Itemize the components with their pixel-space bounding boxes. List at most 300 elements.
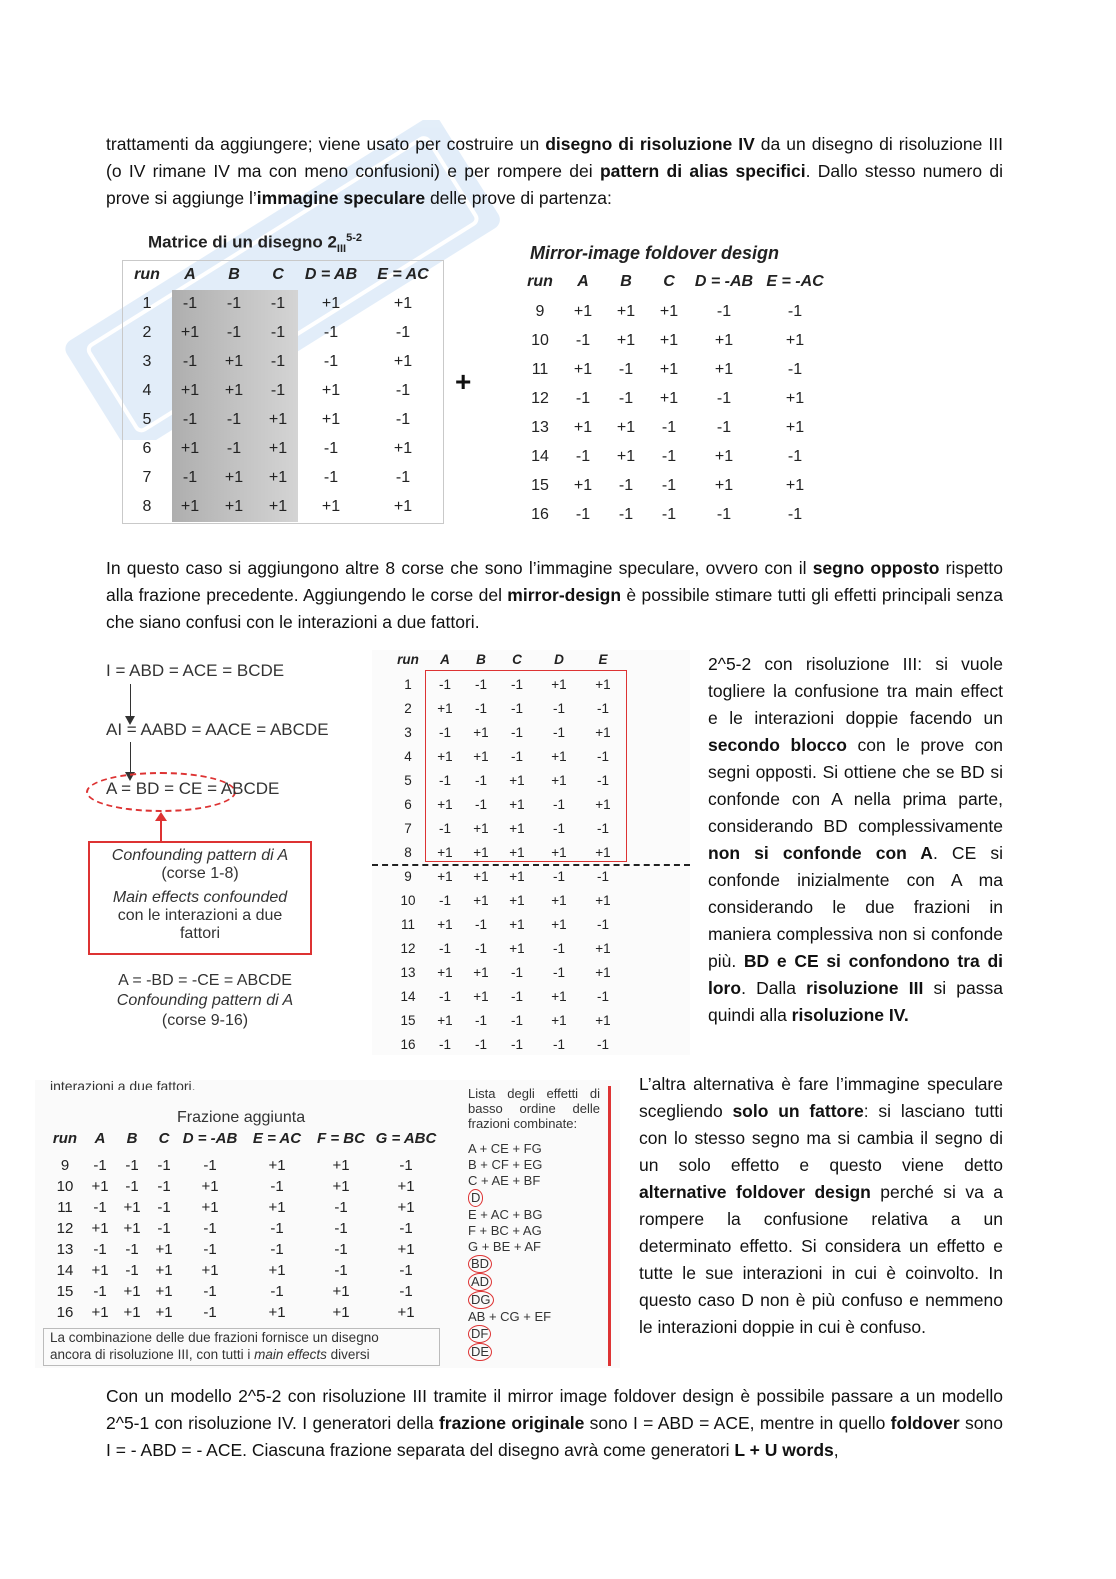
effect-item: G + BE + AF	[468, 1239, 541, 1254]
table-cell: -1	[510, 965, 523, 980]
table-cell: -1	[596, 869, 609, 884]
table-cell: -1	[438, 725, 451, 740]
table-cell: -1	[552, 701, 565, 716]
table-header-cell: D	[554, 652, 564, 667]
table-cell: -1	[270, 1178, 284, 1195]
table-cell: -1	[787, 448, 803, 465]
table-cell: 9	[60, 1157, 70, 1174]
table-cell: +1	[551, 893, 567, 908]
table-header-cell: C	[512, 652, 522, 667]
intro-paragraph: trattamenti da aggiungere; viene usato per costruire un disegno di risoluzione IV da un disegno di risoluzione III (o IV rimane IV ma con meno confusioni) e per rompere dei pattern di alias specifici. Dallo stesso numero di prove si aggiunge l’immagine speculare delle prove di partenza:	[106, 134, 1003, 208]
table-cell: -1	[270, 353, 286, 370]
table-cell: +1	[437, 797, 453, 812]
table-cell: +1	[785, 477, 805, 494]
table-cell: 13	[531, 419, 549, 436]
table-cell: +1	[321, 411, 341, 428]
table-cell: +1	[180, 498, 200, 515]
arrow-1	[130, 684, 131, 720]
table-cell: +1	[155, 1241, 173, 1258]
table-cell: -1	[157, 1199, 171, 1216]
table-cell: 14	[56, 1262, 74, 1279]
table-cell: +1	[437, 1013, 453, 1028]
confounding-box	[88, 841, 312, 955]
table-cell: -1	[395, 382, 411, 399]
table-cell: -1	[661, 448, 677, 465]
table-cell: 3	[404, 725, 412, 740]
table-cell: 10	[531, 332, 549, 349]
table-cell: -1	[596, 773, 609, 788]
table-cell: -1	[438, 1037, 451, 1052]
box-line4: con le interazioni a due	[117, 907, 283, 924]
table-cell: -1	[203, 1283, 217, 1300]
table-header-cell: C	[272, 266, 284, 283]
table-cell: +1	[595, 941, 611, 956]
table-cell: 14	[531, 448, 549, 465]
table-cell: +1	[616, 303, 636, 320]
effect-item: E + AC + BG	[468, 1207, 543, 1222]
table-cell: +1	[321, 382, 341, 399]
table-cell: +1	[659, 332, 679, 349]
table-cell: -1	[395, 469, 411, 486]
table-cell: +1	[268, 440, 288, 457]
table-cell: -1	[661, 506, 677, 523]
effect-item: C + AE + BF	[468, 1173, 541, 1188]
table-cell: -1	[226, 324, 242, 341]
table-cell: -1	[270, 1220, 284, 1237]
table-cell: +1	[551, 917, 567, 932]
table-cell: -1	[438, 677, 451, 692]
table-cell: -1	[203, 1157, 217, 1174]
table-cell: -1	[270, 382, 286, 399]
table-cell: +1	[573, 419, 593, 436]
table-cell: -1	[474, 941, 487, 956]
table-cell: +1	[509, 821, 525, 836]
table-cell: 8	[404, 845, 412, 860]
table-cell: +1	[473, 989, 489, 1004]
effect-item: A + CE + FG	[468, 1141, 542, 1156]
table-cell: 5	[142, 411, 152, 428]
table-header-cell: run	[527, 273, 553, 290]
table-cell: -1	[323, 469, 339, 486]
table-cell: +1	[509, 869, 525, 884]
effect-item: DF	[468, 1325, 608, 1343]
table-cell: +1	[595, 845, 611, 860]
table-header-cell: run	[134, 266, 160, 283]
table-cell: -1	[203, 1241, 217, 1258]
table-cell: +1	[201, 1199, 219, 1216]
table-cell: 12	[56, 1220, 74, 1237]
table-cell: -1	[270, 1241, 284, 1258]
table-cell: -1	[661, 477, 677, 494]
table-header-cell: B	[228, 266, 240, 283]
table-cell: -1	[157, 1220, 171, 1237]
table-cell: +1	[551, 749, 567, 764]
table-cell: +1	[437, 701, 453, 716]
alternative-foldover-paragraph: L’altra alternativa è fare l’immagine speculare scegliendo solo un fattore: si lasciano tutti con lo stesso segno ma si cambia il segno di un solo effetto e questo viene detto alternative foldover design perché si va a rompere la confusione relativa a un determinato effetto. Si considera un effetto e tutte le sue interazioni in cui è coinvolto. In questo caso D non è più confuso e nemmeno le interazioni doppie in cui è confuso.	[639, 1074, 1004, 1337]
table-header-cell: F = BC	[317, 1130, 365, 1147]
table-cell: +1	[473, 845, 489, 860]
table-cell: +1	[180, 440, 200, 457]
table-cell: 16	[531, 506, 549, 523]
table-cell: +1	[91, 1262, 109, 1279]
diagram-below	[100, 971, 310, 1031]
table-cell: +1	[397, 1241, 415, 1258]
box-line3: Main effects confounded	[112, 889, 288, 906]
table-cell: +1	[616, 332, 636, 349]
table-cell: -1	[787, 506, 803, 523]
table-cell: +1	[659, 361, 679, 378]
table-cell: +1	[268, 1199, 286, 1216]
table-cell: +1	[393, 295, 413, 312]
table3-dashed-separator	[372, 864, 690, 866]
table-cell: -1	[575, 448, 591, 465]
table-cell: +1	[595, 893, 611, 908]
table-header-cell: B	[620, 273, 632, 290]
table-cell: -1	[323, 324, 339, 341]
table-cell: +1	[595, 725, 611, 740]
note-line2: ancora di risoluzione III, con tutti i main effects diversi	[50, 1347, 370, 1362]
table-cell: +1	[551, 845, 567, 860]
below-line1: A = -BD = -CE = ABCDE	[118, 972, 292, 989]
table-header-cell: run	[52, 1130, 78, 1147]
table-cell: -1	[203, 1220, 217, 1237]
table-cell: +1	[573, 361, 593, 378]
table-cell: +1	[551, 1013, 567, 1028]
table-cell: -1	[334, 1241, 348, 1258]
table-cell: +1	[397, 1304, 415, 1321]
table-cell: 6	[142, 440, 152, 457]
table-cell: -1	[334, 1199, 348, 1216]
table-header-cell: E	[598, 652, 608, 667]
table-cell: -1	[438, 821, 451, 836]
table-header-cell: D = AB	[304, 266, 358, 283]
table-cell: +1	[473, 965, 489, 980]
table-cell: -1	[270, 1283, 284, 1300]
table-cell: +1	[551, 989, 567, 1004]
table-cell: +1	[155, 1304, 173, 1321]
table-cell: 15	[400, 1013, 416, 1028]
table-cell: 9	[535, 303, 545, 320]
table-cell: +1	[155, 1262, 173, 1279]
table-cell: +1	[91, 1304, 109, 1321]
table-cell: -1	[575, 332, 591, 349]
table-cell: -1	[438, 989, 451, 1004]
table-cell: 9	[404, 869, 412, 884]
table-cell: +1	[268, 1262, 286, 1279]
table-cell: -1	[93, 1241, 107, 1258]
table-cell: -1	[395, 324, 411, 341]
table-cell: +1	[397, 1199, 415, 1216]
box-line1: Confounding pattern di A	[111, 847, 289, 864]
table-cell: -1	[552, 1037, 565, 1052]
table-cell: +1	[224, 353, 244, 370]
table-cell: +1	[595, 797, 611, 812]
table-cell: -1	[716, 506, 732, 523]
table-cell: +1	[509, 917, 525, 932]
table-cell: -1	[474, 677, 487, 692]
table-cell: +1	[573, 303, 593, 320]
table-cell: 2	[142, 324, 152, 341]
effect-item: AD	[468, 1273, 608, 1291]
table-cell: 12	[400, 941, 416, 956]
table-cell: +1	[473, 893, 489, 908]
table-cell: +1	[616, 448, 636, 465]
table-cell: -1	[474, 701, 487, 716]
table-cell: +1	[714, 448, 734, 465]
table4-note	[43, 1328, 440, 1366]
table-cell: -1	[399, 1262, 413, 1279]
effects-items	[468, 1141, 608, 1361]
table-cell: -1	[323, 440, 339, 457]
table-cell: +1	[595, 677, 611, 692]
table-header-cell: A	[184, 266, 196, 283]
table-cell: +1	[509, 941, 525, 956]
table-cell: -1	[474, 773, 487, 788]
table-cell: -1	[596, 749, 609, 764]
table-cell: 2	[404, 701, 412, 716]
table-cell: -1	[716, 419, 732, 436]
table-header-cell: E = -AC	[766, 273, 824, 290]
table-header-cell: run	[397, 652, 419, 667]
table-cell: +1	[268, 498, 288, 515]
table-cell: +1	[785, 332, 805, 349]
table-cell: +1	[268, 1304, 286, 1321]
table-cell: -1	[125, 1241, 139, 1258]
table-cell: -1	[438, 941, 451, 956]
table-cell: +1	[201, 1262, 219, 1279]
table-cell: +1	[551, 773, 567, 788]
table-cell: +1	[91, 1220, 109, 1237]
table-cell: -1	[716, 390, 732, 407]
table-cell: +1	[473, 749, 489, 764]
effect-item: BD	[468, 1255, 608, 1273]
table-header-cell: D = -AB	[182, 1130, 238, 1147]
table-cell: -1	[226, 295, 242, 312]
mirror-explanation-paragraph: In questo caso si aggiungono altre 8 corse che sono l’immagine speculare, ovvero con il segno opposto rispetto alla frazione precedente. Aggiungendo le corse del mirror-design è possibile stimare tutti gli effetti principali senza che siano confusi con le interazioni a due fattori.	[106, 558, 1004, 632]
table-cell: +1	[321, 295, 341, 312]
table-cell: +1	[473, 869, 489, 884]
table-cell: -1	[510, 677, 523, 692]
table-cell: -1	[618, 390, 634, 407]
table-cell: +1	[509, 893, 525, 908]
table-cell: -1	[575, 390, 591, 407]
effect-item: DE	[468, 1343, 608, 1361]
effect-item: D	[468, 1189, 608, 1207]
table-cell: -1	[552, 965, 565, 980]
table-cell: 3	[142, 353, 152, 370]
table-cell: +1	[659, 390, 679, 407]
table-cell: -1	[474, 1013, 487, 1028]
effect-item: F + BC + AG	[468, 1223, 542, 1238]
table-cell: +1	[509, 797, 525, 812]
table-cell: 10	[400, 893, 416, 908]
table-cell: +1	[785, 390, 805, 407]
table-cell: -1	[552, 725, 565, 740]
table-cell: +1	[659, 303, 679, 320]
table-cell: -1	[596, 1037, 609, 1052]
table-cell: -1	[203, 1304, 217, 1321]
table4-title: Frazione aggiunta	[177, 1109, 306, 1126]
generators-paragraph: Con un modello 2^5-2 con risoluzione III tramite il mirror image foldover design è possibile passare a un modello 2^5-1 con risoluzione IV. I generatori della frazione originale sono I = ABD = ACE, mentre in quello foldover sono I = - ABD = - ACE. Ciascuna frazione separata del disegno avrà come generatori L + U words,	[106, 1386, 1004, 1460]
table-header-cell: C	[158, 1130, 170, 1147]
table-cell: -1	[510, 725, 523, 740]
table-cell: -1	[182, 411, 198, 428]
table-cell: 16	[56, 1304, 74, 1321]
table-cell: -1	[510, 989, 523, 1004]
table-cell: +1	[397, 1178, 415, 1195]
table-cell: +1	[437, 869, 453, 884]
table-cell: -1	[596, 701, 609, 716]
effects-title: Lista degli effetti di basso ordine delle frazioni combinate:	[468, 1086, 600, 1131]
table-cell: -1	[93, 1157, 107, 1174]
table-cell: 5	[404, 773, 412, 788]
table-cell: 11	[400, 917, 415, 932]
table-cell: 11	[531, 361, 549, 378]
table-cell: +1	[595, 1013, 611, 1028]
table-cell: -1	[270, 324, 286, 341]
table1-title: Matrice di un disegno $2_{III}^{5-2}$	[148, 232, 362, 256]
table-cell: +1	[714, 332, 734, 349]
table-cell: +1	[268, 411, 288, 428]
table-cell: -1	[399, 1220, 413, 1237]
table-cell: -1	[575, 506, 591, 523]
table-cell: +1	[573, 477, 593, 494]
table-cell: 1	[142, 295, 152, 312]
table-cell: +1	[714, 477, 734, 494]
table-cell: -1	[93, 1199, 107, 1216]
table-cell: -1	[125, 1262, 139, 1279]
table-cell: 7	[404, 821, 412, 836]
table-cell: +1	[509, 845, 525, 860]
table-cell: -1	[596, 917, 609, 932]
table-cell: +1	[123, 1199, 141, 1216]
table-cell: -1	[182, 353, 198, 370]
table-cell: +1	[201, 1178, 219, 1195]
table-cell: +1	[180, 324, 200, 341]
table-cell: +1	[332, 1304, 350, 1321]
effect-item: B + CF + EG	[468, 1157, 543, 1172]
effect-item: AB + CG + EF	[468, 1309, 552, 1324]
table-cell: -1	[596, 821, 609, 836]
table-cell: -1	[226, 411, 242, 428]
table-cell: 14	[400, 989, 416, 1004]
table-cell: +1	[224, 469, 244, 486]
table-cell: -1	[510, 1037, 523, 1052]
table-header-cell: A	[440, 652, 450, 667]
table-cell: +1	[123, 1304, 141, 1321]
table-cell: -1	[474, 1037, 487, 1052]
table-header-cell: E = AC	[377, 266, 429, 283]
table-cell: -1	[618, 361, 634, 378]
table-cell: -1	[399, 1283, 413, 1300]
table-cell: +1	[332, 1283, 350, 1300]
table-header-cell: C	[663, 273, 675, 290]
table-cell: 6	[404, 797, 412, 812]
table-cell: 11	[57, 1199, 73, 1216]
table-cell: 4	[142, 382, 152, 399]
table-cell: +1	[321, 498, 341, 515]
diagram-line3: A = BD = CE = ABCDE	[106, 779, 280, 798]
table-cell: 13	[56, 1241, 74, 1258]
box-line2: (corse 1-8)	[161, 865, 239, 882]
table-cell: +1	[509, 773, 525, 788]
table-cell: +1	[437, 917, 453, 932]
table-cell: -1	[334, 1220, 348, 1237]
table-cell: -1	[661, 419, 677, 436]
table-cell: +1	[332, 1157, 350, 1174]
resolution-paragraph: 2^5-2 con risoluzione III: si vuole togliere la confusione tra main effect e le interazioni doppie facendo un secondo blocco con le prove con segni opposti. Si ottiene che se BD si confonde con A nella prima parte, considerando BD complessivamente non si confonde con A. CE si confonde inizialmente con A ma considerando le due frazioni in maniera complessiva non si confonde più. BD e CE si confondono tra di loro. Dalla risoluzione III si passa quindi alla risoluzione IV.	[708, 654, 1004, 1025]
table-header-cell: A	[577, 273, 589, 290]
table-cell: -1	[618, 477, 634, 494]
box-line5: fattori	[179, 925, 220, 942]
table-cell: 12	[531, 390, 549, 407]
table-cell: +1	[393, 498, 413, 515]
table-cell: -1	[182, 295, 198, 312]
table2-title: Mirror-image foldover design	[530, 243, 780, 263]
table-cell: -1	[510, 1013, 523, 1028]
table-cell: -1	[395, 411, 411, 428]
table-cell: +1	[616, 419, 636, 436]
table-cell: -1	[270, 295, 286, 312]
effects-list	[458, 1086, 611, 1366]
below-line2: Confounding pattern di A	[116, 992, 294, 1009]
table-cell: -1	[182, 469, 198, 486]
table-cell: +1	[437, 965, 453, 980]
table-header-cell: D = -AB	[694, 273, 754, 290]
table-cell: -1	[552, 797, 565, 812]
table-cell: 8	[142, 498, 152, 515]
table-cell: +1	[268, 469, 288, 486]
table-cell: +1	[268, 1157, 286, 1174]
table-cell: +1	[393, 440, 413, 457]
table-cell: -1	[510, 701, 523, 716]
note-line1: La combinazione delle due frazioni fornisce un disegno	[50, 1330, 379, 1345]
table-cell: -1	[716, 303, 732, 320]
table-cell: -1	[552, 821, 565, 836]
table-cell: -1	[552, 941, 565, 956]
table-cell: +1	[332, 1178, 350, 1195]
table-cell: +1	[123, 1283, 141, 1300]
table-cell: -1	[474, 797, 487, 812]
table-cell: -1	[438, 893, 451, 908]
table-cell: +1	[224, 382, 244, 399]
table-cell: 15	[56, 1283, 74, 1300]
table-cell: 15	[531, 477, 549, 494]
table-cell: 16	[400, 1037, 416, 1052]
plus-sign: +	[455, 366, 472, 397]
table-cell: +1	[91, 1178, 109, 1195]
table-cell: +1	[180, 382, 200, 399]
table-cell: -1	[125, 1178, 139, 1195]
table-cell: +1	[224, 498, 244, 515]
table-cell: +1	[473, 821, 489, 836]
table-cell: +1	[473, 725, 489, 740]
table-cell: +1	[155, 1283, 173, 1300]
table-cell: 4	[404, 749, 412, 764]
table-cell: -1	[323, 353, 339, 370]
table-cell: 10	[56, 1178, 74, 1195]
table-cell: -1	[125, 1157, 139, 1174]
table-header-cell: G = ABC	[375, 1130, 437, 1147]
table-cell: -1	[787, 361, 803, 378]
table-header-cell: E = AC	[252, 1130, 302, 1147]
table-header-cell: B	[126, 1130, 138, 1147]
table-cell: -1	[474, 917, 487, 932]
table-cell: -1	[334, 1262, 348, 1279]
table-cell: 13	[400, 965, 416, 980]
table-cell: -1	[618, 506, 634, 523]
table-cell: -1	[399, 1157, 413, 1174]
